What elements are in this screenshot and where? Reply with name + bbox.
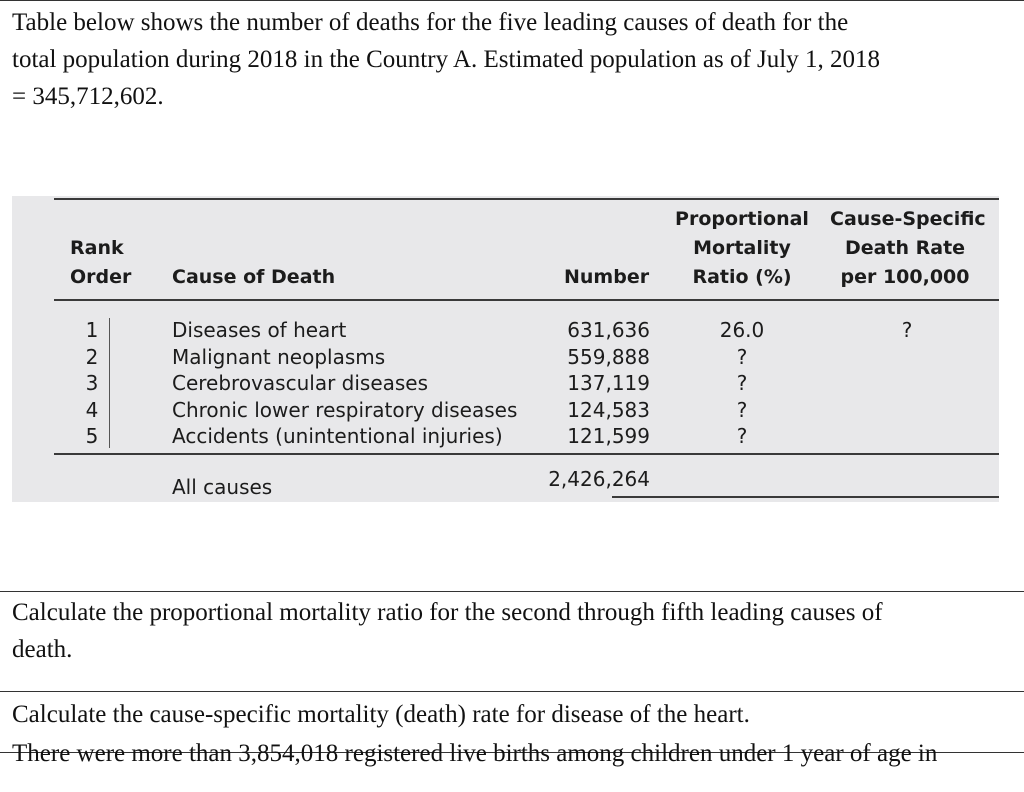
question-2-text: Calculate the cause-specific mortality (death) rate for disease of the heart. [12,701,750,728]
intro-line-3: = 345,712,602. [12,83,164,110]
question-2 [12,696,1004,733]
table-row-number: 631,636 [567,318,650,342]
rank-column [78,317,106,450]
table-row-rank: 2 [85,344,99,369]
question-2-rule [0,691,1024,692]
table-row-cause: Diseases of heart [172,318,347,342]
intro-line-1: Table below shows the number of deaths for the five leading causes of death for the [12,9,849,36]
header-cause-specific-death-rate: Cause-Specific Death Rate per 100,000 [830,208,986,288]
table-row-pmr: ? [736,397,748,422]
table-row-number: 121,599 [567,424,650,448]
table-row-pmr: ? [736,371,748,395]
cause-column [172,317,517,450]
table-row-rank: 4 [85,397,99,422]
table-bottom-rule [612,496,999,498]
table-row-number: 137,119 [567,371,650,395]
table-row-cause: Accidents (unintentional injuries) [172,424,503,448]
header-proportional-mortality-ratio: Proportional Mortality Ratio (%) [675,208,809,288]
intro-line-2: total population during 2018 in the Country A. Estimated population as of July 1, 2018 [12,46,880,73]
total-label: All causes [172,475,273,499]
table-row-rank: 5 [85,424,99,448]
header-rank: Rank Order [70,237,132,288]
table-row-rank: 1 [85,318,99,342]
question-1-line-2: death. [12,636,73,663]
table-row-csdr: ? [901,318,913,342]
pmr-column [692,317,792,450]
total-rule [54,453,999,455]
table-row-pmr: 26.0 [719,318,765,342]
csdr-column [872,317,942,344]
table-row-cause: Chronic lower respiratory diseases [172,397,518,422]
table-row-pmr: ? [736,344,748,369]
table-row-number: 124,583 [567,397,650,422]
header-cause: Cause of Death [172,266,336,288]
table-row-number: 559,888 [567,344,650,369]
table-top-rule [54,198,999,200]
table-row-cause: Malignant neoplasms [172,344,386,369]
number-column [542,317,650,450]
question-3-text: There were more than 3,854,018 registered live births among children under 1 year of age in [12,740,938,767]
table-row-cause: Cerebrovascular diseases [172,371,429,395]
header-rule [54,299,999,301]
question-1-rule [0,591,1024,592]
table-row-rank: 3 [85,371,99,395]
top-rule [0,0,1024,1]
question-1-line-1: Calculate the proportional mortality ratio for the second through fifth leading causes of [12,599,883,626]
table-row-pmr: ? [736,424,748,448]
header-number: Number [564,266,650,288]
intro-paragraph [12,4,1004,115]
total-number: 2,426,264 [548,467,650,491]
question-1 [12,594,1004,668]
question-3-partial [12,740,1004,767]
mortality-table-photo [12,196,999,502]
rank-divider [109,318,110,448]
